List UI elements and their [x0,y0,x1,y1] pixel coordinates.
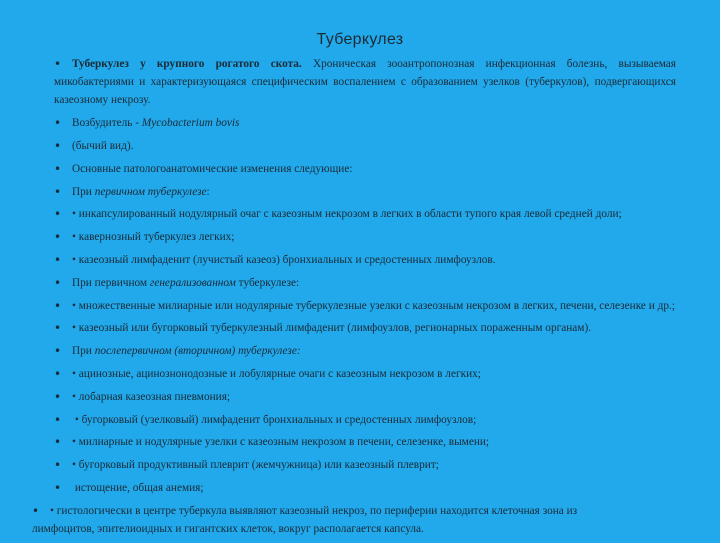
item-text-tail: туберкулезе: [235,276,300,289]
item-text: • инкапсулированный нодулярный очаг с казеозным некрозом в легких в области тупого края левой средней доли; [72,208,622,221]
slide-title: Туберкулез [316,31,404,48]
bullet-icon: • [54,207,62,222]
item-text: • множественные милиарные или нодулярные туберкулезные узелки с казеозным некрозом в легких, печени, селезенке и др.; [72,299,675,312]
list-item-text [54,186,210,198]
italic-term: генерализованном [149,276,236,289]
list-item-text [54,277,299,289]
list-item [54,297,676,315]
item-text: • милиарные и нодулярные узелки с казеозным некрозом в печени, селезенке, вымени; [72,436,490,449]
list-item [32,502,642,538]
list-item-text [54,368,481,380]
list-item-text [54,345,301,357]
list-item [54,319,676,337]
bullet-icon: • [54,344,62,359]
list-item-text [54,163,353,175]
item-text: • казеозный или бугорковый туберкулезный лимфаденит (лимфоузлов, регионарных пораженным органам). [72,322,592,335]
bullet-icon: • [54,57,62,71]
item-text: При первичном [72,276,150,289]
list-item [54,456,676,474]
list-item-text [54,391,230,403]
item-text: • ацинозные, ацинознонодозные и лобулярные очаги с казеозным некрозом в легких; [72,367,481,380]
item-text: истощение, общая анемия; [72,481,204,494]
item-text: • лобарная казеозная пневмония; [72,390,231,403]
list-item [54,205,676,223]
list-item-text [54,140,133,152]
list-item [54,388,676,406]
bullet-icon: • [54,161,62,176]
italic-term: послепервичном (вторичном) туберкулезе: [94,345,301,358]
list-item [54,433,676,451]
list-item [54,137,676,155]
item-text-tail: : [206,185,210,198]
bullet-icon: • [54,435,62,450]
list-item [54,228,676,246]
list-item [54,342,676,360]
bullet-icon: • [54,230,62,245]
item-text: При [72,345,95,358]
item-text: Основные патологоанатомические изменения следующие: [72,162,353,175]
item-text: Хроническая зооантропонозная инфекционная болезнь, вызываемая микобактериями и характеризующаяся специфическим воспалением с образованием узелков (туберкулов), подвергающихся казеозному некрозу. [54,58,676,107]
list-item [54,183,676,201]
item-text: (бычий вид). [72,140,134,152]
list-item [54,365,676,383]
list-item-text [54,300,675,312]
bullet-icon: • [54,480,62,495]
item-text: При [72,185,95,198]
list-item-text [54,58,676,106]
list-item-text [54,208,622,220]
list-item-text [54,459,439,471]
list-item-text [54,322,591,334]
italic-term: первичном туберкулезе [94,185,207,198]
item-text: • бугорковый (узелковый) лимфаденит бронхиальных и средостенных лимфоузлов; [72,413,477,426]
bullet-icon: • [54,366,62,381]
bullet-icon: • [54,321,62,336]
bullet-icon: • [54,458,62,473]
list-item [54,114,676,132]
list-item [54,479,676,497]
list-item-text [54,117,239,129]
bullet-icon: • [54,275,62,290]
item-text: • кавернозный туберкулез легких; [72,231,235,244]
bullet-icon: • [54,252,62,267]
list-item-text [54,254,496,266]
list-item-text [54,231,234,243]
bullet-icon: • [54,389,62,404]
bullet-icon: • [54,184,62,199]
list-item-text [54,482,204,494]
list-item [54,55,676,110]
list-item-text [54,436,489,448]
list-item-text [32,505,577,535]
bold-term: Туберкулез у крупного рогатого скота. [72,58,313,70]
bullet-icon: • [54,412,62,427]
list-item-text [54,414,476,426]
item-text: • бугорковый продуктивный плеврит (жемчужница) или казеозный плеврит; [72,459,439,472]
bullet-icon: • [32,503,40,518]
bullet-icon: • [54,116,62,131]
italic-term: Mycobacterium bovis [141,117,240,130]
list-item [54,274,676,292]
list-item [54,160,676,178]
bullet-list [32,55,676,543]
item-text: Возбудитель - [72,117,142,130]
bullet-icon: • [54,298,62,313]
item-text: • казеозный лимфаденит (лучистый казеоз) бронхиальных и средостенных лимфоузлов. [72,253,496,266]
item-text: • гистологически в центре туберкула выявляют казеозный некроз, по периферии находится клеточная зона из лимфоцитов, эпителиоидных и гигантских клеток, вокруг располагается капсула. [32,504,578,535]
list-item [54,411,676,429]
bullet-icon: • [54,139,62,153]
list-item [54,251,676,269]
